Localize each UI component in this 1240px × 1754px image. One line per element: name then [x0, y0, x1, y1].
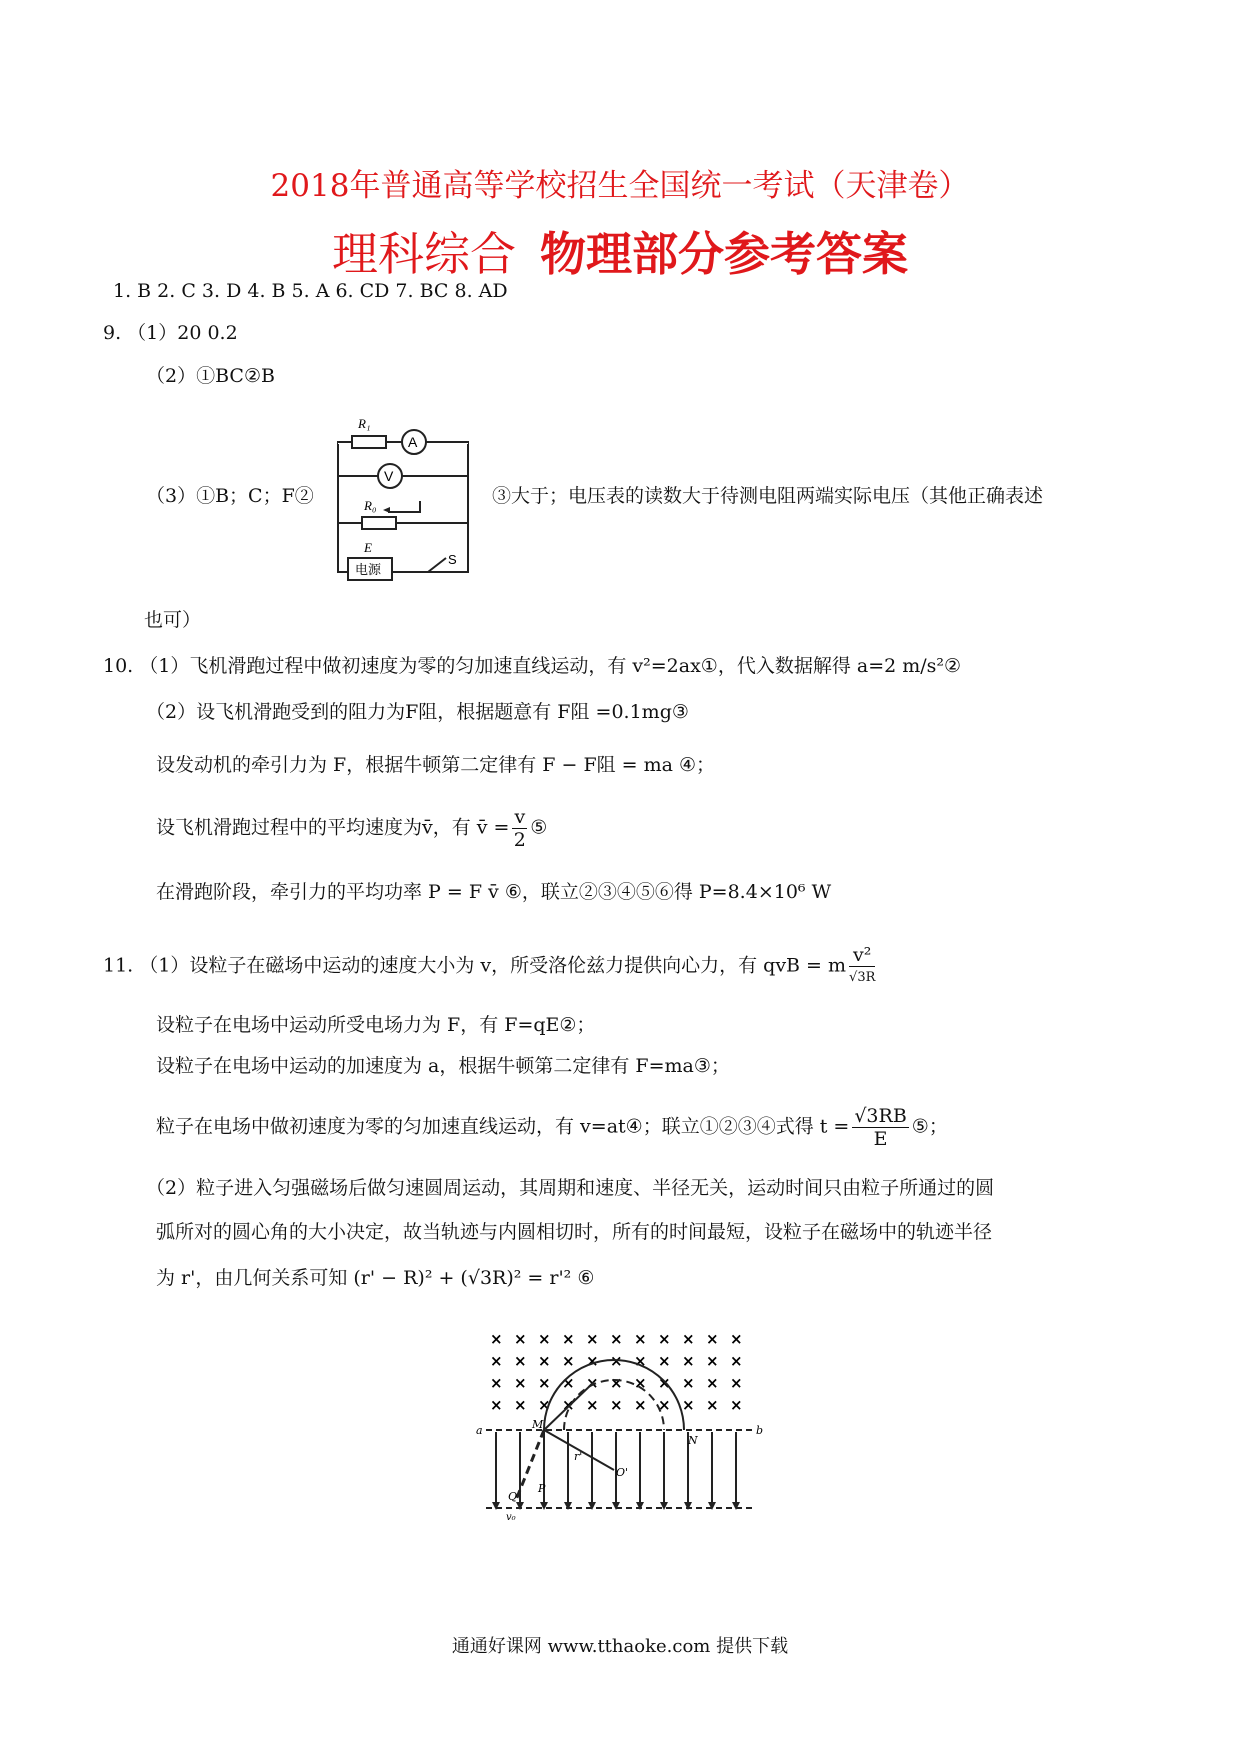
fraction-numerator: v — [514, 806, 526, 828]
cross-mark: × — [634, 1396, 647, 1414]
cross-mark: × — [562, 1330, 575, 1348]
q11-line3: 设粒子在电场中运动的加速度为 a，根据牛顿第二定律有 F=ma③； — [156, 1055, 730, 1077]
page-title: 2018年普通高等学校招生全国统一考试（天津卷） — [270, 168, 970, 204]
footer-credit: 通通好课网 www.tthaoke.com 提供下载 — [451, 1636, 789, 1657]
cross-mark: × — [586, 1352, 599, 1370]
cross-mark: × — [514, 1352, 527, 1370]
q11-line1 — [103, 944, 878, 989]
cross-mark: × — [634, 1330, 647, 1348]
field-diagram — [474, 1320, 764, 1525]
q11-line4-mark: ⑤； — [911, 1115, 948, 1138]
fraction-denominator: 2 — [513, 829, 526, 851]
power-source-label: 电源 — [355, 563, 382, 578]
cross-mark: × — [490, 1374, 503, 1392]
cross-mark: × — [682, 1374, 695, 1392]
resistor-r1-label: R₁ — [358, 416, 371, 431]
resistor-r0-label: R₀ — [364, 498, 377, 513]
cross-mark: × — [730, 1330, 743, 1348]
page-subtitle — [0, 218, 1240, 284]
cross-mark: × — [538, 1396, 551, 1414]
cross-mark: × — [706, 1330, 719, 1348]
point-a-label: a — [476, 1424, 483, 1437]
fraction-denominator: E — [873, 1128, 888, 1150]
q10-line4-text: 设飞机滑跑过程中的平均速度为v̄，有 v̄ = — [156, 816, 510, 839]
fraction-numerator: √3RB — [854, 1105, 907, 1127]
point-b-label: b — [756, 1424, 764, 1437]
emf-label: E — [364, 540, 372, 555]
q9-part3-b: ③大于；电压表的读数大于待测电阻两端实际电压（其他正确表述 — [492, 485, 1044, 507]
cross-mark: × — [490, 1330, 503, 1348]
subtitle-part-2: 物理部分参考答案 — [540, 227, 908, 281]
cross-mark: × — [610, 1352, 623, 1370]
cross-mark: × — [610, 1374, 623, 1392]
cross-mark: × — [490, 1396, 503, 1414]
voltmeter-label: V — [384, 468, 394, 484]
point-m-label: M — [532, 1418, 544, 1431]
cross-mark: × — [562, 1352, 575, 1370]
q9-part2: （2）①BC②B — [146, 365, 275, 387]
cross-mark: × — [706, 1396, 719, 1414]
q10-line1: 10. （1）飞机滑跑过程中做初速度为零的匀加速直线运动，有 v²=2ax①，代入数据解得 a=2 m/s²② — [103, 655, 962, 677]
q11-line2: 设粒子在电场中运动所受电场力为 F，有 F=qE②； — [156, 1014, 596, 1036]
cross-mark: × — [730, 1374, 743, 1392]
center-o-label: O' — [616, 1466, 629, 1479]
cross-mark: × — [730, 1352, 743, 1370]
fraction-numerator: v² — [849, 944, 875, 967]
cross-mark: × — [514, 1374, 527, 1392]
cross-mark: × — [658, 1374, 671, 1392]
cross-mark: × — [514, 1330, 527, 1348]
q10-line2: （2）设飞机滑跑受到的阻力为F阻，根据题意有 F阻 =0.1mg③ — [146, 701, 689, 723]
point-p-label: P — [538, 1482, 546, 1495]
cross-mark: × — [706, 1374, 719, 1392]
cross-mark: × — [490, 1352, 503, 1370]
multiple-choice-answers: 1. B 2. C 3. D 4. B 5. A 6. CD 7. BC 8. AD — [113, 280, 508, 302]
q10-line4 — [156, 806, 547, 851]
cross-mark: × — [658, 1396, 671, 1414]
switch-label: S — [448, 552, 457, 567]
fraction-denominator: √3R — [849, 970, 876, 985]
subtitle-part-1: 理科综合 — [332, 227, 516, 281]
cross-mark: × — [610, 1396, 623, 1414]
cross-mark: × — [586, 1330, 599, 1348]
cross-mark: × — [562, 1396, 575, 1414]
cross-mark: × — [634, 1374, 647, 1392]
cross-mark: × — [634, 1352, 647, 1370]
cross-mark: × — [514, 1396, 527, 1414]
q11-line1-text: 11. （1）设粒子在磁场中运动的速度大小为 v，所受洛伦兹力提供向心力，有 qvB = m — [103, 954, 847, 977]
fraction — [849, 944, 875, 989]
cross-mark: × — [538, 1330, 551, 1348]
q11-line5: （2）粒子进入匀强磁场后做匀速圆周运动，其周期和速度、半径无关，运动时间只由粒子所通过的圆 — [146, 1177, 995, 1199]
q9-part3-c: 也可） — [144, 609, 202, 631]
q11-line6: 弧所对的圆心角的大小决定，故当轨迹与内圆相切时，所有的时间最短，设粒子在磁场中的轨迹半径 — [156, 1221, 993, 1243]
q10-line3: 设发动机的牵引力为 F，根据牛顿第二定律有 F − F阻 = ma ④； — [156, 754, 716, 776]
q10-line5: 在滑跑阶段，牵引力的平均功率 P = F v̄ ⑥，联立②③④⑤⑥得 P=8.4×10⁶ W — [156, 881, 832, 903]
magnetic-field-crosses — [490, 1330, 743, 1414]
cross-mark: × — [586, 1374, 599, 1392]
q9-part1: 9. （1）20 0.2 — [103, 322, 238, 344]
cross-mark: × — [730, 1396, 743, 1414]
q10-line4-mark: ⑤ — [530, 816, 548, 839]
ammeter-label: A — [408, 434, 418, 450]
cross-mark: × — [682, 1330, 695, 1348]
cross-mark: × — [682, 1352, 695, 1370]
q11-line4-text: 粒子在电场中做初速度为零的匀加速直线运动，有 v=at④；联立①②③④式得 t = — [156, 1115, 850, 1138]
cross-mark: × — [562, 1374, 575, 1392]
fraction — [512, 806, 527, 851]
radius-r-label: r' — [574, 1450, 583, 1463]
cross-mark: × — [706, 1352, 719, 1370]
circuit-diagram — [328, 406, 478, 584]
cross-mark: × — [682, 1396, 695, 1414]
cross-mark: × — [586, 1396, 599, 1414]
cross-mark: × — [610, 1330, 623, 1348]
point-n-label: N — [688, 1434, 698, 1447]
cross-mark: × — [538, 1352, 551, 1370]
cross-mark: × — [658, 1330, 671, 1348]
q9-part3-a: （3）①B；C；F② — [146, 485, 314, 507]
q11-line4 — [156, 1105, 948, 1150]
velocity-v0-label: v₀ — [506, 1512, 516, 1523]
point-q-label: Q — [508, 1490, 518, 1503]
cross-mark: × — [538, 1374, 551, 1392]
cross-mark: × — [658, 1352, 671, 1370]
q11-line7: 为 r'，由几何关系可知 (r' − R)² + (√3R)² = r'² ⑥ — [156, 1267, 595, 1289]
fraction — [852, 1105, 908, 1150]
